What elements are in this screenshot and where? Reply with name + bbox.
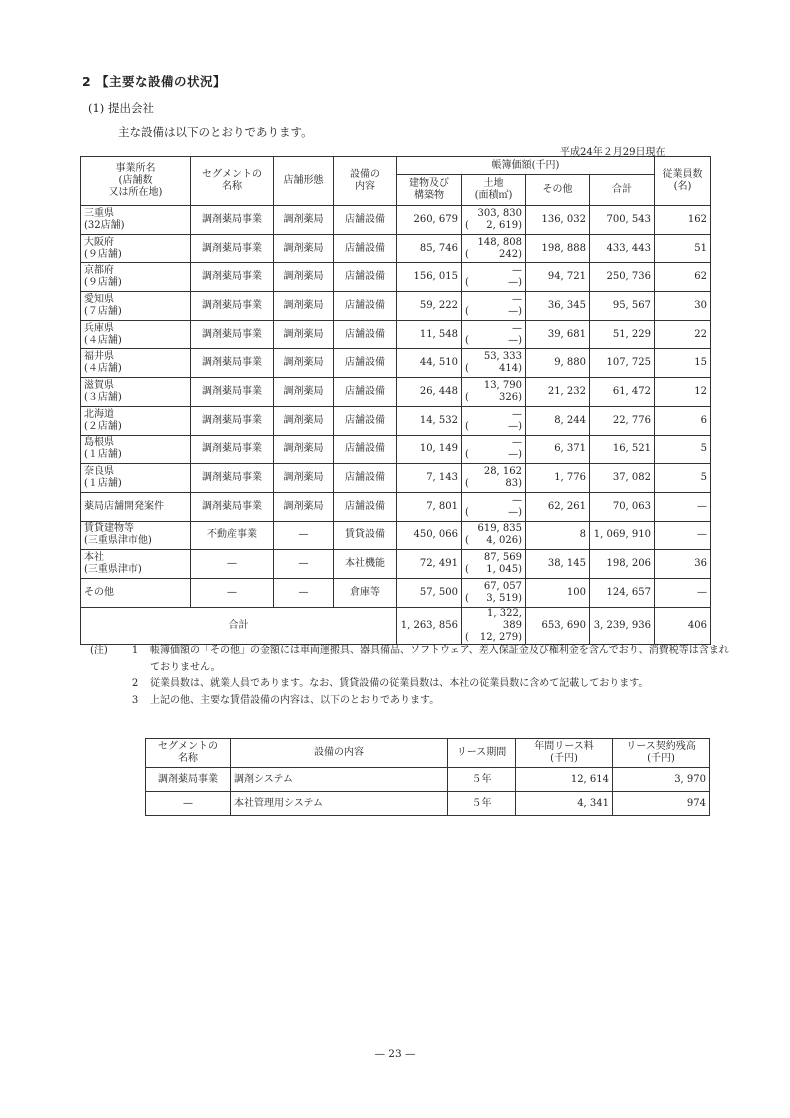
segment-cell: 調剤薬局事業 (191, 464, 274, 493)
header-book-value: 帳簿価額(千円) (397, 157, 655, 175)
lease-header-annual-fee (516, 739, 613, 768)
buildings-cell: 85, 746 (397, 234, 462, 263)
equipment-cell: 賃貸設備 (334, 521, 397, 550)
equipment-cell: 倉庫等 (334, 578, 397, 607)
header-location-line2: (店舗数 (118, 175, 153, 186)
table-row (81, 464, 711, 493)
land-value: 28, 162 (483, 466, 522, 478)
lease-annual-fee: 4, 341 (516, 792, 613, 816)
header-equipment (334, 157, 397, 206)
segment-cell: — (191, 550, 274, 579)
land-cell (462, 206, 526, 235)
location-sub: (７店舗) (84, 305, 122, 317)
notes (90, 643, 730, 709)
header-location (81, 157, 191, 206)
note-text: 上記の他、主要な賃借設備の内容は、以下のとおりであります。 (150, 694, 440, 706)
land-area: —) (508, 277, 522, 289)
land-value: — (512, 494, 522, 506)
land-cell (462, 578, 526, 607)
land-area: 242) (499, 248, 522, 260)
land-area: 83) (505, 478, 522, 490)
location-cell (81, 263, 191, 292)
other-cell: 62, 261 (526, 492, 590, 521)
segment-cell: 調剤薬局事業 (191, 435, 274, 464)
land-paren-open: ( (465, 506, 469, 518)
buildings-cell: 156, 015 (397, 263, 462, 292)
store-type-cell: 調剤薬局 (274, 206, 334, 235)
location-name: 島根県 (84, 437, 114, 449)
intro-text: 主な設備は以下のとおりであります。 (118, 125, 313, 139)
other-cell: 6, 371 (526, 435, 590, 464)
note-number: 1 (131, 645, 139, 656)
other-cell: 39, 681 (526, 320, 590, 349)
note-item (90, 676, 730, 693)
land-value: — (512, 322, 522, 334)
land-area: —) (508, 420, 522, 432)
location-sub: (９店舗) (84, 277, 122, 289)
buildings-cell: 57, 500 (397, 578, 462, 607)
equipment-cell: 店舗設備 (334, 292, 397, 321)
location-name: 賃貸建物等 (84, 523, 134, 535)
segment-cell: 調剤薬局事業 (191, 492, 274, 521)
lease-header-balance-line2: (千円) (647, 753, 675, 764)
location-cell (81, 234, 191, 263)
land-paren-open: ( (465, 631, 469, 643)
store-type-cell: 調剤薬局 (274, 234, 334, 263)
employees-cell: — (655, 492, 711, 521)
equipment-cell: 店舗設備 (334, 378, 397, 407)
equipment-cell: 店舗設備 (334, 464, 397, 493)
land-area: —) (508, 506, 522, 518)
total-cell: 250, 736 (590, 263, 655, 292)
equipment-cell: 店舗設備 (334, 406, 397, 435)
land-paren-open: ( (465, 219, 469, 231)
as-of-date: 平成24年２月29日現在 (560, 147, 666, 158)
header-employees (655, 157, 711, 206)
land-paren-open: ( (465, 535, 469, 547)
total-cell: 700, 543 (590, 206, 655, 235)
total-cell: 61, 472 (590, 378, 655, 407)
equipment-cell: 店舗設備 (334, 234, 397, 263)
location-cell (81, 320, 191, 349)
buildings-cell: 7, 143 (397, 464, 462, 493)
location-name: 北海道 (84, 408, 114, 420)
buildings-cell: 14, 532 (397, 406, 462, 435)
location-sub: (１店舗) (84, 449, 122, 461)
land-area: 3, 519) (486, 592, 522, 604)
land-value: — (512, 408, 522, 420)
land-value: 303, 830 (477, 207, 522, 219)
land-area: —) (508, 449, 522, 461)
header-land (462, 175, 526, 206)
land-area: —) (508, 334, 522, 346)
total-cell: 51, 229 (590, 320, 655, 349)
header-location-line1: 事業所名 (115, 163, 156, 174)
employees-cell: 15 (655, 349, 711, 378)
header-employees-line2: (名) (673, 181, 692, 192)
header-equipment-line1: 設備の (350, 169, 380, 180)
header-segment-line2: 名称 (222, 181, 242, 192)
land-cell (462, 292, 526, 321)
location-name: 大阪府 (84, 236, 114, 248)
total-other: 653, 690 (526, 607, 590, 644)
employees-cell: 22 (655, 320, 711, 349)
other-cell: 36, 345 (526, 292, 590, 321)
table-row (81, 492, 711, 521)
segment-cell: 調剤薬局事業 (191, 320, 274, 349)
equipment-cell: 本社機能 (334, 550, 397, 579)
lease-segment: 調剤薬局事業 (146, 768, 231, 792)
total-cell: 37, 082 (590, 464, 655, 493)
land-paren-open: ( (465, 334, 469, 346)
location-cell (81, 521, 191, 550)
employees-cell: 6 (655, 406, 711, 435)
buildings-cell: 72, 491 (397, 550, 462, 579)
buildings-cell: 44, 510 (397, 349, 462, 378)
total-cell: 124, 657 (590, 578, 655, 607)
other-cell: 198, 888 (526, 234, 590, 263)
table-row (81, 292, 711, 321)
land-paren-open: ( (465, 592, 469, 604)
store-type-cell: 調剤薬局 (274, 378, 334, 407)
employees-cell: 36 (655, 550, 711, 579)
store-type-cell: 調剤薬局 (274, 292, 334, 321)
location-cell (81, 435, 191, 464)
table-row (81, 378, 711, 407)
buildings-cell: 7, 801 (397, 492, 462, 521)
location-name: 三重県 (84, 207, 114, 219)
location-cell (81, 292, 191, 321)
other-cell: 38, 145 (526, 550, 590, 579)
other-cell: 94, 721 (526, 263, 590, 292)
equipment-cell: 店舗設備 (334, 263, 397, 292)
equipment-cell: 店舗設備 (334, 206, 397, 235)
land-cell (462, 320, 526, 349)
total-employees: 406 (655, 607, 711, 644)
lease-period: ５年 (448, 792, 516, 816)
total-cell: 70, 063 (590, 492, 655, 521)
land-area: 326) (499, 391, 522, 403)
location-sub: (三重県津市) (84, 564, 142, 576)
segment-cell: 調剤薬局事業 (191, 206, 274, 235)
subsection-title: (1) 提出会社 (88, 101, 154, 115)
location-name: 京都府 (84, 265, 114, 277)
lease-header-segment-line2: 名称 (178, 753, 198, 764)
total-cell: 16, 521 (590, 435, 655, 464)
location-cell (81, 550, 191, 579)
land-area: 2, 619) (486, 219, 522, 231)
table-row (81, 234, 711, 263)
header-buildings (397, 175, 462, 206)
land-paren-open: ( (465, 449, 469, 461)
employees-cell: — (655, 578, 711, 607)
note-number: 3 (131, 694, 139, 706)
total-cell: 95, 567 (590, 292, 655, 321)
buildings-cell: 450, 066 (397, 521, 462, 550)
header-employees-line1: 従業員数 (662, 169, 703, 180)
land-cell (462, 263, 526, 292)
store-type-cell: — (274, 550, 334, 579)
location-cell: 薬局店舗開発案件 (81, 492, 191, 521)
location-sub: (三重県津市他) (84, 535, 152, 547)
employees-cell: 5 (655, 464, 711, 493)
location-name: 兵庫県 (84, 322, 114, 334)
other-cell: 100 (526, 578, 590, 607)
equipment-cell: 店舗設備 (334, 320, 397, 349)
table-row (81, 206, 711, 235)
location-cell (81, 406, 191, 435)
equipment-cell: 店舗設備 (334, 349, 397, 378)
page-number: — 23 — (374, 1048, 416, 1060)
land-value: — (512, 265, 522, 277)
lease-header-annual-fee-line2: (千円) (550, 753, 578, 764)
location-cell: その他 (81, 578, 191, 607)
lease-header-annual-fee-line1: 年間リース料 (534, 741, 594, 752)
other-cell: 21, 232 (526, 378, 590, 407)
land-value: — (512, 293, 522, 305)
employees-cell: 162 (655, 206, 711, 235)
location-name: 滋賀県 (84, 379, 114, 391)
equipment-cell: 店舗設備 (334, 492, 397, 521)
total-land (462, 607, 526, 644)
location-name: 福井県 (84, 351, 114, 363)
lease-header-balance-line1: リース契約残高 (626, 741, 696, 752)
location-sub: (２店舗) (84, 420, 122, 432)
facilities-table (80, 156, 711, 645)
header-buildings-line2: 構築物 (414, 190, 444, 201)
segment-cell: 調剤薬局事業 (191, 406, 274, 435)
land-value: 619, 835 (477, 523, 522, 535)
lease-balance: 3, 970 (613, 768, 710, 792)
land-value: — (512, 437, 522, 449)
header-total: 合計 (590, 175, 655, 206)
segment-cell: — (191, 578, 274, 607)
location-sub: (３店舗) (84, 391, 122, 403)
header-buildings-line1: 建物及び (409, 178, 449, 189)
lease-period: ５年 (448, 768, 516, 792)
table-row (81, 349, 711, 378)
land-cell (462, 492, 526, 521)
note-label: (注) (90, 645, 108, 656)
total-cell: 1, 069, 910 (590, 521, 655, 550)
land-paren-open: ( (465, 363, 469, 375)
employees-cell: 51 (655, 234, 711, 263)
table-row (81, 406, 711, 435)
table-row (81, 263, 711, 292)
table-row (81, 550, 711, 579)
lease-balance: 974 (613, 792, 710, 816)
note-text: 帳簿価額の「その他」の金額には車両運搬具、器具備品、ソフトウェア、差入保証金及び権利金を含んでおり、消費税等は含まれておりません。 (150, 645, 729, 673)
store-type-cell: 調剤薬局 (274, 349, 334, 378)
segment-cell: 調剤薬局事業 (191, 292, 274, 321)
total-cell: 107, 725 (590, 349, 655, 378)
total-label: 合計 (81, 607, 397, 644)
other-cell: 1, 776 (526, 464, 590, 493)
equipment-cell: 店舗設備 (334, 435, 397, 464)
land-paren-open: ( (465, 277, 469, 289)
table-row (81, 320, 711, 349)
total-total: 3, 239, 936 (590, 607, 655, 644)
segment-cell: 調剤薬局事業 (191, 234, 274, 263)
lease-content: 調剤システム (231, 768, 448, 792)
location-name: 奈良県 (84, 466, 114, 478)
segment-cell: 調剤薬局事業 (191, 378, 274, 407)
store-type-cell: — (274, 578, 334, 607)
header-location-line3: 又は所在地) (108, 187, 163, 198)
note-item (90, 643, 730, 676)
store-type-cell: 調剤薬局 (274, 263, 334, 292)
header-store-type: 店舗形態 (274, 157, 334, 206)
note-label (90, 676, 120, 693)
store-type-cell: 調剤薬局 (274, 435, 334, 464)
header-land-line2: (面積㎡) (474, 190, 513, 201)
lease-header-balance (613, 739, 710, 768)
land-area: 414) (499, 363, 522, 375)
header-land-line1: 土地 (483, 178, 504, 189)
lease-header-segment-line1: セグメントの (158, 741, 218, 752)
location-sub: (４店舗) (84, 363, 122, 375)
buildings-cell: 59, 222 (397, 292, 462, 321)
lease-row (146, 792, 710, 816)
land-cell (462, 435, 526, 464)
location-cell (81, 349, 191, 378)
lease-content: 本社管理用システム (231, 792, 448, 816)
lease-header-row (146, 739, 710, 768)
segment-cell: 調剤薬局事業 (191, 349, 274, 378)
total-land-value: 1, 322, 389 (487, 607, 522, 631)
buildings-cell: 11, 548 (397, 320, 462, 349)
employees-cell: 30 (655, 292, 711, 321)
land-value: 53, 333 (483, 351, 522, 363)
header-segment-line1: セグメントの (202, 169, 262, 180)
other-cell: 9, 880 (526, 349, 590, 378)
note-item (90, 693, 730, 710)
lease-header-segment (146, 739, 231, 768)
buildings-cell: 260, 679 (397, 206, 462, 235)
store-type-cell: 調剤薬局 (274, 492, 334, 521)
location-sub: (４店舗) (84, 334, 122, 346)
land-cell (462, 406, 526, 435)
land-cell (462, 521, 526, 550)
location-sub: (32店舗) (84, 219, 125, 231)
section-title: 2 【主要な設備の状況】 (82, 74, 227, 89)
land-value: 87, 569 (483, 552, 522, 564)
total-cell: 22, 776 (590, 406, 655, 435)
location-sub: (１店舗) (84, 478, 122, 490)
buildings-cell: 10, 149 (397, 435, 462, 464)
employees-cell: 62 (655, 263, 711, 292)
lease-segment: — (146, 792, 231, 816)
total-land-area: 12, 279) (479, 631, 522, 643)
note-number: 2 (131, 678, 139, 689)
store-type-cell: — (274, 521, 334, 550)
land-value: 148, 808 (477, 236, 522, 248)
store-type-cell: 調剤薬局 (274, 464, 334, 493)
total-buildings: 1, 263, 856 (397, 607, 462, 644)
location-cell (81, 206, 191, 235)
table-row (81, 521, 711, 550)
location-sub: (９店舗) (84, 248, 122, 260)
land-paren-open: ( (465, 478, 469, 490)
land-value: 13, 790 (483, 379, 522, 391)
land-area: 1, 045) (486, 564, 522, 576)
location-name: 愛知県 (84, 293, 114, 305)
land-area: 4, 026) (486, 535, 522, 547)
lease-annual-fee: 12, 614 (516, 768, 613, 792)
land-cell (462, 349, 526, 378)
land-paren-open: ( (465, 420, 469, 432)
header-segment (191, 157, 274, 206)
lease-table (145, 738, 710, 816)
header-equipment-line2: 内容 (355, 181, 375, 192)
lease-header-period: リース期間 (448, 739, 516, 768)
table-row (81, 578, 711, 607)
land-cell (462, 464, 526, 493)
lease-row (146, 768, 710, 792)
employees-cell: — (655, 521, 711, 550)
land-area: —) (508, 305, 522, 317)
land-paren-open: ( (465, 391, 469, 403)
land-cell (462, 378, 526, 407)
buildings-cell: 26, 448 (397, 378, 462, 407)
land-cell (462, 234, 526, 263)
land-cell (462, 550, 526, 579)
segment-cell: 不動産事業 (191, 521, 274, 550)
header-other: その他 (526, 175, 590, 206)
note-text: 従業員数は、就業人員であります。なお、賃貸設備の従業員数は、本社の従業員数に含めて記載しております。 (150, 678, 649, 689)
segment-cell: 調剤薬局事業 (191, 263, 274, 292)
total-cell: 433, 443 (590, 234, 655, 263)
land-paren-open: ( (465, 305, 469, 317)
header-row-1 (81, 157, 711, 175)
store-type-cell: 調剤薬局 (274, 320, 334, 349)
table-row (81, 435, 711, 464)
total-row (81, 607, 711, 644)
employees-cell: 5 (655, 435, 711, 464)
employees-cell: 12 (655, 378, 711, 407)
location-cell (81, 464, 191, 493)
location-name: 本社 (84, 552, 104, 564)
land-paren-open: ( (465, 248, 469, 260)
land-value: 67, 057 (483, 580, 522, 592)
note-label (90, 693, 120, 710)
other-cell: 8 (526, 521, 590, 550)
lease-header-content: 設備の内容 (231, 739, 448, 768)
land-paren-open: ( (465, 564, 469, 576)
store-type-cell: 調剤薬局 (274, 406, 334, 435)
total-cell: 198, 206 (590, 550, 655, 579)
location-cell (81, 378, 191, 407)
other-cell: 8, 244 (526, 406, 590, 435)
other-cell: 136, 032 (526, 206, 590, 235)
